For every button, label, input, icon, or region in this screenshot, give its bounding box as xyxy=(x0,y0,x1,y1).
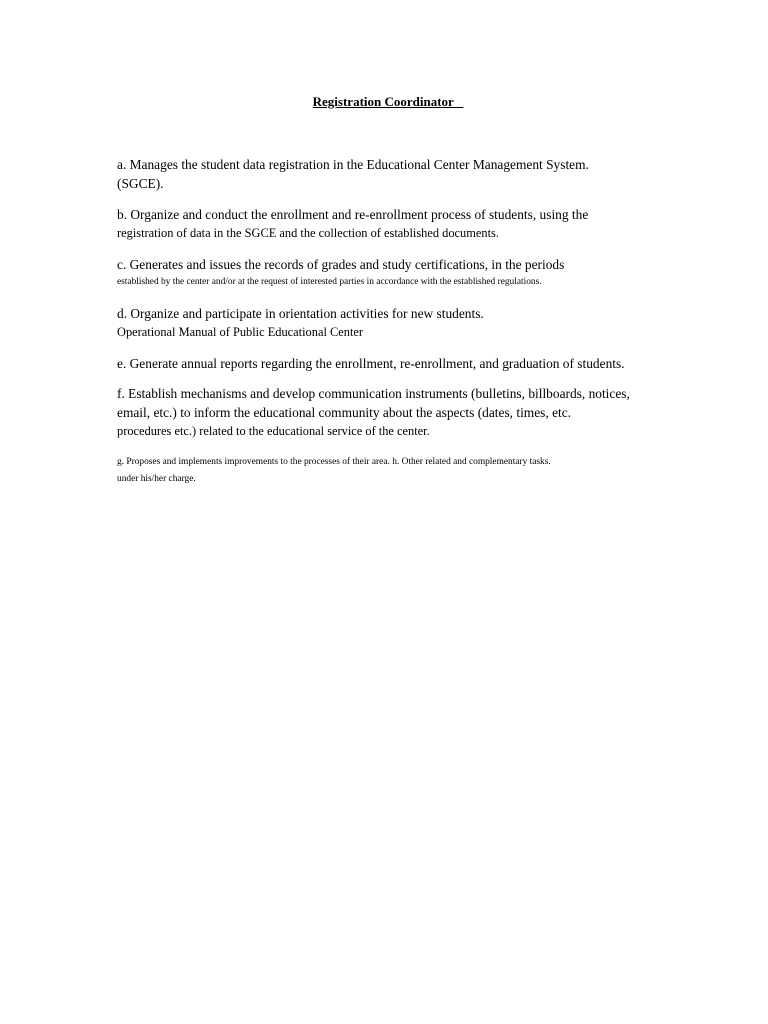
item-f-line-1: f. Establish mechanisms and develop communication instruments (bulletins, billboards, notices, xyxy=(117,386,630,401)
item-c-line-1: c. Generates and issues the records of grades and study certifications, in the periods xyxy=(117,257,565,272)
item-e-line-1: e. Generate annual reports regarding the enrollment, re-enrollment, and graduation of students. xyxy=(117,356,625,371)
item-f-line-3: procedures etc.) related to the educational service of the center. xyxy=(117,424,430,438)
item-b-line-2: registration of data in the SGCE and the collection of established documents. xyxy=(117,226,499,240)
item-b-line-1: b. Organize and conduct the enrollment and re-enrollment process of students, using the xyxy=(117,207,589,222)
item-g-line-1: g. Proposes and implements improvements to the processes of their area. h. Other related and complementary tasks. xyxy=(117,457,551,467)
item-a-line-2: (SGCE). xyxy=(117,176,164,191)
item-a-line-1: a. Manages the student data registration in the Educational Center Management System. xyxy=(117,157,589,172)
item-c-line-2: established by the center and/or at the request of interested parties in accordance with the established regulations. xyxy=(117,277,542,287)
document-title: Registration Coordinator xyxy=(312,94,464,109)
item-d-line-1: d. Organize and participate in orientation activities for new students. xyxy=(117,306,484,321)
item-g-line-2: under his/her charge. xyxy=(117,474,196,484)
item-f-line-2: email, etc.) to inform the educational community about the aspects (dates, times, etc. xyxy=(117,405,572,420)
item-d-line-2: Operational Manual of Public Educational Center xyxy=(117,325,364,339)
